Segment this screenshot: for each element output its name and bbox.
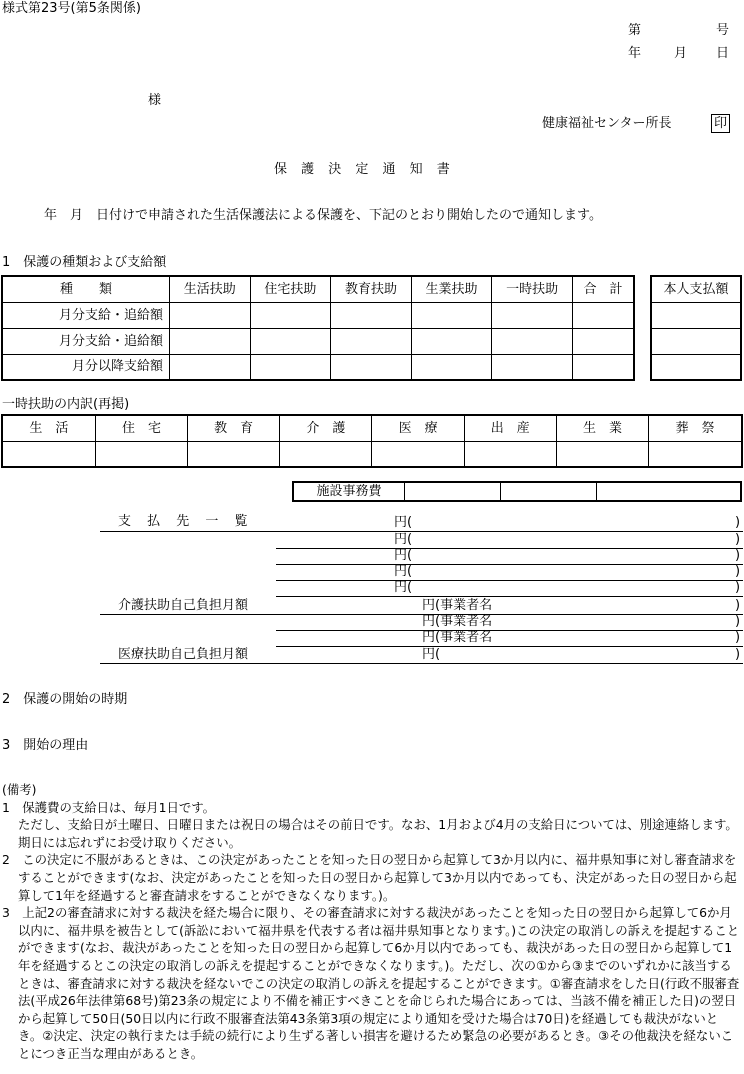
cell [572, 328, 634, 354]
note-2: 2 この決定に不服があるときは、この決定があったことを知った日の翌日から起算して3か月以内に、福井県知事に対し審査請求をすることができます(なお、決定があったことを知った日の翌日から起算して3か月以内であっても、決定があった日の翌日から起算して1年を経過すると審査請求をすることができなくなります。)。 [2, 852, 737, 903]
header-childbirth: 出 産 [464, 415, 556, 441]
cell [464, 441, 556, 467]
header-housing: 住 宅 [95, 415, 187, 441]
close-paren: ) [735, 532, 741, 547]
cell [331, 328, 412, 354]
header-living: 生活扶助 [170, 276, 251, 302]
row-label: 月分以降支給額 [2, 354, 170, 380]
cell [250, 302, 331, 328]
notes-heading: (備考) [2, 782, 37, 797]
header-type: 種 類 [2, 276, 170, 302]
note-1a: 1 保護費の支給日は、毎月1日です。 [2, 799, 216, 815]
header-care: 介 護 [280, 415, 372, 441]
header-living: 生 活 [2, 415, 95, 441]
date-year-label: 年 [628, 46, 642, 61]
header-education: 教育扶助 [331, 276, 412, 302]
close-paren: ) [735, 548, 741, 563]
payees-label: 支 払 先 一 覧 [118, 514, 254, 529]
header-temporary: 一時扶助 [492, 276, 573, 302]
header-housing: 住宅扶助 [250, 276, 331, 302]
temp-breakdown-table [1, 414, 743, 468]
cell [651, 354, 741, 380]
close-paren: ) [735, 630, 741, 645]
cell [651, 302, 741, 328]
intro-text: 年 月 日付けで申請された生活保護法による保護を、下記のとおり開始したので通知します。 [44, 208, 602, 223]
care-yen: 円(事業者名 [422, 630, 493, 645]
cell [331, 354, 412, 380]
cell [411, 328, 492, 354]
facility-table [292, 481, 742, 502]
form-number: 様式第23号(第5条関係) [2, 1, 141, 16]
header-occupation: 生業扶助 [411, 276, 492, 302]
date-day-label: 日 [716, 46, 730, 61]
section2-heading: 2 保護の開始の時期 [2, 692, 128, 707]
close-paren: ) [735, 564, 741, 579]
cell [651, 328, 741, 354]
row-label: 月分支給・追給額 [2, 328, 170, 354]
cell [372, 441, 464, 467]
rule [276, 646, 743, 647]
doc-no-dai: 第 [628, 23, 642, 38]
issuer: 健康福祉センター所長 [542, 116, 672, 131]
cell [597, 482, 741, 501]
header-occupation: 生 業 [556, 415, 648, 441]
header-total: 合 計 [572, 276, 634, 302]
cell [250, 354, 331, 380]
header-education: 教 育 [188, 415, 280, 441]
care-yen: 円(事業者名 [422, 598, 493, 613]
cell [2, 441, 95, 467]
cell [170, 354, 251, 380]
note-3: 3 上記2の審査請求に対する裁決を経た場合に限り、その審査請求に対する裁決があったことを知った日の翌日から起算して6か月以内に、福井県を被告として(訴訟において福井県を代表する者は福井県知事となります。)この決定の取消しの訴えを提起することができます(なお、裁決があったことを知った日の翌日から起算して6か月以内であっても、裁決があった日の翌日から起算して1年を経過するとこの決定の取消しの訴えを提起することができなくなります。)。ただし、次の①から③までのいずれかに該当するときは、審査請求に対する裁決を経ないでこの決定の取消しの訴えを提起することができます。①審査請求をした日(行政不服審査法(平成26年法律第68号)第23条の規定により不備を補正すべきことを命じられた場合にあっては、当該不備を補正した日)の翌日から起算して50日(50日以内に行政不服審査法第43条第3項の規定により通知を受けた場合は70日)を経過しても裁決がないとき。②決定、決定の執行または手続の続行により生ずる著しい損害を避けるため緊急の必要があるとき。③その他裁決を経ないことにつき正当な理由があるとき。 [2, 905, 740, 1061]
rule [276, 630, 743, 631]
cell [649, 441, 742, 467]
cell [411, 302, 492, 328]
rule [100, 531, 743, 532]
temp-heading: 一時扶助の内訳(再掲) [2, 397, 130, 412]
cell [492, 302, 573, 328]
row-label: 月分支給・追給額 [2, 302, 170, 328]
close-paren: ) [735, 515, 741, 530]
notes [2, 781, 742, 1063]
close-paren: ) [735, 580, 741, 595]
care-yen: 円(事業者名 [422, 614, 493, 629]
cell [170, 302, 251, 328]
section1-heading: 1 保護の種類および支給額 [2, 255, 167, 270]
cell [170, 328, 251, 354]
cell [556, 441, 648, 467]
close-paren: ) [735, 598, 741, 613]
yen-paren: 円( [394, 548, 413, 563]
yen-paren: 円( [394, 532, 413, 547]
care-label: 介護扶助自己負担月額 [118, 598, 249, 613]
note-1b: ただし、支給日が土曜日、日曜日または祝日の場合はその前日です。なお、1月および4月の支給日については、別途連絡します。期日には忘れずにお受け取りください。 [18, 817, 738, 850]
date-month-label: 月 [674, 46, 688, 61]
header-funeral: 葬 祭 [649, 415, 742, 441]
section3-heading: 3 開始の理由 [2, 738, 89, 753]
facility-label: 施設事務費 [293, 482, 405, 501]
header-medical: 医 療 [372, 415, 464, 441]
cell [572, 354, 634, 380]
addressee-suffix: 様 [148, 93, 162, 108]
cell [492, 328, 573, 354]
page-title: 保 護 決 定 通 知 書 [274, 162, 455, 177]
cell [250, 328, 331, 354]
yen-paren: 円( [394, 515, 413, 530]
rule [276, 580, 743, 581]
benefit-table [1, 275, 635, 381]
doc-no-go: 号 [716, 23, 730, 38]
cell [95, 441, 187, 467]
rule [276, 548, 743, 549]
cell [280, 441, 372, 467]
cell [501, 482, 597, 501]
rule [100, 663, 743, 664]
yen-paren: 円( [394, 564, 413, 579]
cell [492, 354, 573, 380]
medical-label: 医療扶助自己負担月額 [118, 647, 249, 662]
cell [405, 482, 501, 501]
cell [331, 302, 412, 328]
personal-header: 本人支払額 [651, 276, 741, 302]
seal-stamp: 印 [711, 114, 730, 133]
cell [572, 302, 634, 328]
rule [276, 564, 743, 565]
medical-yen: 円( [422, 647, 441, 662]
close-paren: ) [735, 647, 741, 662]
cell [411, 354, 492, 380]
yen-paren: 円( [394, 580, 413, 595]
personal-payment-table [650, 275, 742, 381]
close-paren: ) [735, 614, 741, 629]
cell [188, 441, 280, 467]
rule [276, 596, 743, 597]
